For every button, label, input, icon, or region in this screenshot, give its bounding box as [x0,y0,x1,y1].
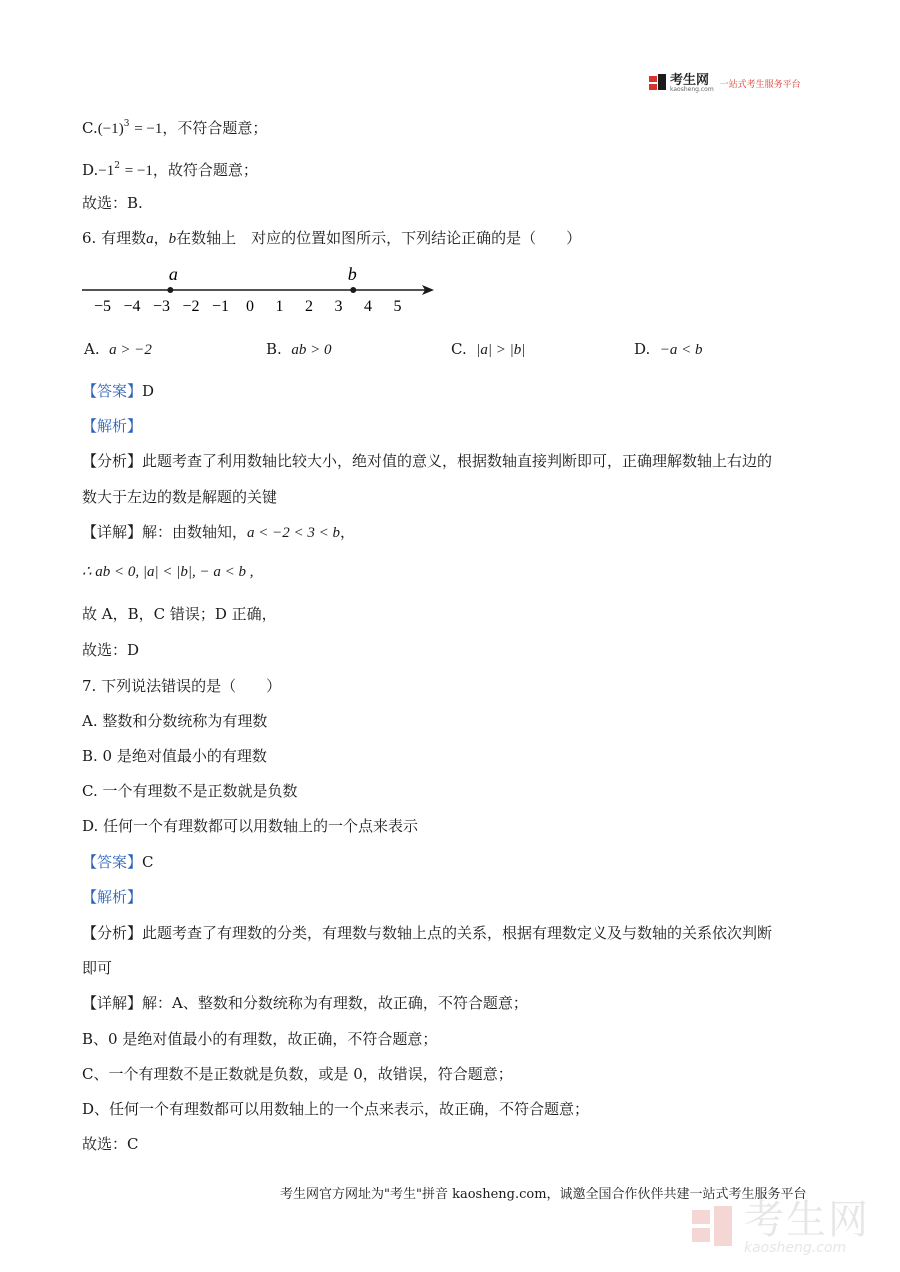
q6-answer: 【答案】D [82,382,155,400]
q6-option-d: D. −a < b [634,340,703,358]
watermark-logo-icon [690,1204,738,1252]
number-line-tick-label: −2 [182,298,200,315]
q6-number-line [78,260,438,320]
number-line-tick-label: 4 [364,298,372,315]
number-line-tick-label: 5 [393,298,402,315]
header-slogan: 一站式考生服务平台 [719,79,801,90]
q7-option-b: B. 0 是绝对值最小的有理数 [82,747,267,765]
q6-xiangjie-3: 故 A，B，C 错误；D 正确， [82,605,277,623]
q6-xiangjie-2: ∴ ab < 0, |a| < |b|, − a < b , [82,564,254,580]
q7-option-c: C. 一个有理数不是正数就是负数 [82,782,298,800]
q6-choose: 故选：D [82,641,140,659]
q5-option-d-line: $D.-1^2 = -1$，故符合题意； [82,161,258,179]
q7-xiangjie-4: D、任何一个有理数都可以用数轴上的一个点来表示，故正确，不符合题意； [82,1100,590,1118]
answer-tag: 【答案】 [82,382,143,400]
point-b [350,287,356,293]
number-line-tick-label: −5 [93,298,112,315]
logo-domain: kaosheng.com [670,85,714,93]
q6-fenxi-2: 数大于左边的数是解题的关键 [82,488,278,506]
watermark-text: 考生网 [744,1197,870,1243]
number-line-tick-label: 2 [305,298,313,315]
point-a-label: a [168,264,178,284]
point-a [167,287,173,293]
answer-tag: 【答案】 [82,853,143,871]
logo-text: 考生网 [670,72,710,88]
q7-xiangjie-2: B、0 是绝对值最小的有理数，故正确，不符合题意； [82,1030,438,1048]
number-line-tick-label: 3 [334,298,343,315]
q5-option-c-line: $C.(-1)^3 = -1$，不符合题意； [82,119,268,137]
q6-fenxi-1: 【分析】此题考查了利用数轴比较大小，绝对值的意义，根据数轴直接判断即可，正确理解数轴上右边的 [82,452,773,470]
q7-fenxi-2: 即可 [82,959,113,977]
q6-analysis-tag: 【解析】 [82,417,143,435]
number-line-tick-label: 1 [275,298,284,315]
watermark [690,1197,870,1256]
q7-option-d: D. 任何一个有理数都可以用数轴上的一个点来表示 [82,817,419,835]
q7-answer: 【答案】C [82,853,154,871]
q6-option-a: A. a > −2 [84,340,152,358]
q7-choose: 故选：C [82,1135,139,1153]
number-line-tick-label: −3 [152,298,171,315]
watermark-domain: kaosheng.com [744,1240,847,1256]
q7-fenxi-1: 【分析】此题考查了有理数的分类，有理数与数轴上点的关系，根据有理数定义及与数轴的关系依次判断 [82,924,773,942]
point-b-label: b [347,264,357,284]
q7-xiangjie-1: 【详解】解：A、整数和分数统称为有理数，故正确，不符合题意； [82,994,528,1012]
q7-xiangjie-3: C、一个有理数不是正数就是负数，或是 0，故错误，符合题意； [82,1065,513,1083]
q6-xiangjie-1: 【详解】解：由数轴知，a < −2 < 3 < b， [82,523,356,541]
q5-choose: 故选：B. [82,194,143,212]
header-logo [649,72,801,94]
q6-option-c: C. |a| > |b| [451,340,526,358]
q6-stem: 6. 有理数a，b在数轴上 对应的位置如图所示，下列结论正确的是（ ） [82,229,582,247]
kaosheng-logo-icon [649,74,667,92]
q7-option-a: A. 整数和分数统称为有理数 [82,712,268,730]
number-line-tick-label: −4 [123,298,141,315]
q6-option-b: B. ab > 0 [266,340,332,358]
footer-text: 考生网官方网址为"考生"拼音 kaosheng.com，诚邀全国合作伙伴共建一站式考生服务平台 [280,1187,807,1202]
q7-stem: 7. 下列说法错误的是（ ） [82,677,282,695]
number-line-tick-label: −1 [211,298,230,315]
q7-analysis-tag: 【解析】 [82,888,143,906]
number-line-tick-label: 0 [246,298,254,315]
